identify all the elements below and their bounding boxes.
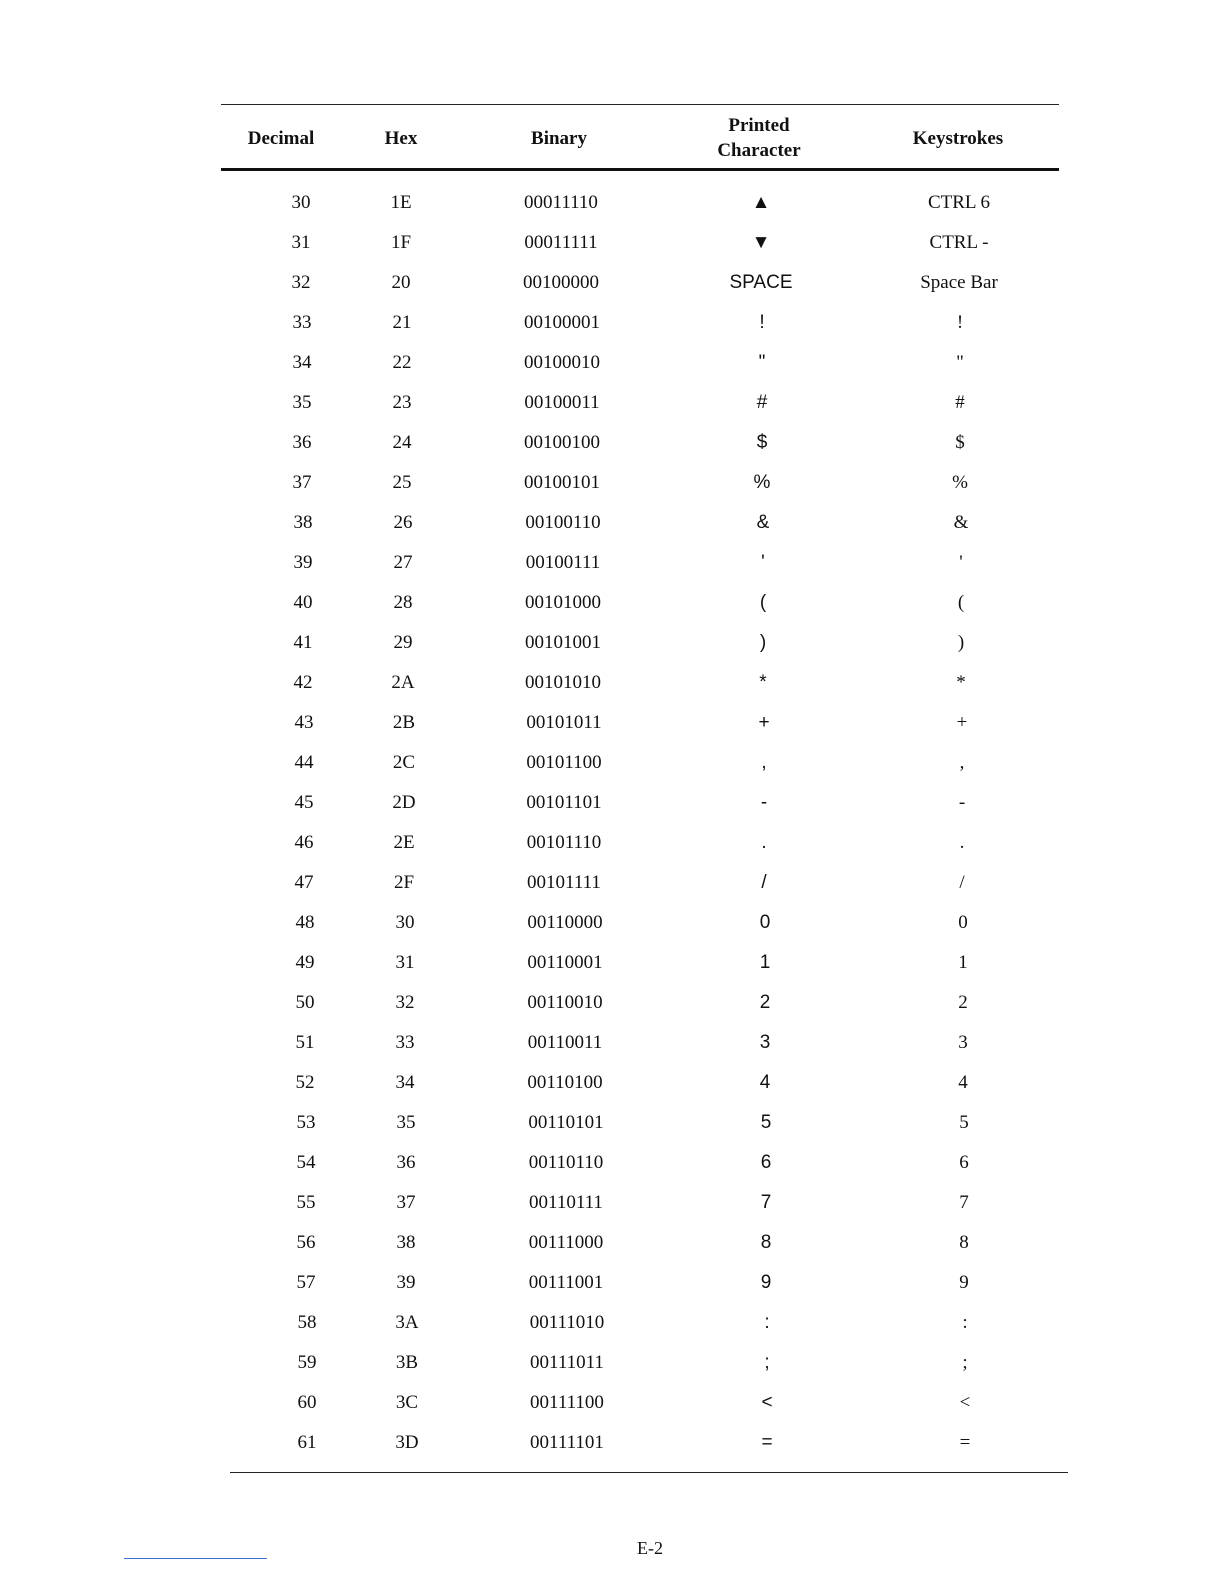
decimal-cell: 35 bbox=[292, 392, 312, 413]
table-row bbox=[221, 943, 1059, 983]
keystrokes-cell: CTRL 6 bbox=[927, 192, 991, 213]
table-row bbox=[221, 1343, 1059, 1383]
table-row bbox=[221, 1423, 1059, 1463]
hex-cell: 36 bbox=[396, 1152, 416, 1173]
keystrokes-cell: " bbox=[956, 352, 964, 373]
keystrokes-cell: = bbox=[959, 1432, 971, 1453]
binary-cell: 00111100 bbox=[530, 1392, 604, 1413]
decimal-cell: 34 bbox=[292, 352, 312, 373]
hex-cell: 37 bbox=[396, 1192, 416, 1213]
keystrokes-cell: ; bbox=[962, 1352, 968, 1373]
keystrokes-cell: 5 bbox=[959, 1112, 969, 1133]
hex-cell: 3C bbox=[395, 1392, 419, 1413]
binary-cell: 00100101 bbox=[524, 472, 600, 493]
printed-character-cell: ' bbox=[761, 552, 765, 573]
printed-character-cell: 7 bbox=[760, 1192, 772, 1213]
decimal-cell: 36 bbox=[292, 432, 312, 453]
table-row bbox=[221, 1223, 1059, 1263]
table-row bbox=[221, 543, 1059, 583]
binary-cell: 00101001 bbox=[525, 632, 601, 653]
keystrokes-cell: : bbox=[962, 1312, 968, 1333]
keystrokes-cell: CTRL - bbox=[929, 232, 989, 253]
printed-character-cell: % bbox=[753, 472, 771, 493]
table-header bbox=[221, 110, 1059, 166]
table-top-rule bbox=[221, 104, 1059, 105]
binary-cell: 00110100 bbox=[527, 1072, 603, 1093]
keystrokes-cell: + bbox=[956, 712, 968, 733]
keystrokes-cell: < bbox=[959, 1392, 971, 1413]
printed-character-cell: ( bbox=[759, 592, 767, 613]
decimal-cell: 42 bbox=[293, 672, 313, 693]
binary-cell: 00101010 bbox=[525, 672, 601, 693]
decimal-cell: 50 bbox=[295, 992, 315, 1013]
printed-character-cell: # bbox=[756, 392, 768, 413]
binary-cell: 00101000 bbox=[525, 592, 601, 613]
table-row bbox=[221, 1023, 1059, 1063]
hex-cell: 2F bbox=[393, 872, 415, 893]
printed-character-cell: & bbox=[756, 512, 770, 533]
binary-cell: 00011110 bbox=[524, 192, 598, 213]
table-header-rule bbox=[221, 168, 1059, 171]
decimal-cell: 31 bbox=[291, 232, 311, 253]
hex-cell: 27 bbox=[393, 552, 413, 573]
decimal-cell: 37 bbox=[292, 472, 312, 493]
keystrokes-cell: ( bbox=[957, 592, 965, 613]
hex-cell: 26 bbox=[393, 512, 413, 533]
hex-cell: 32 bbox=[395, 992, 415, 1013]
table-row bbox=[221, 223, 1059, 263]
hex-cell: 1F bbox=[390, 232, 412, 253]
binary-cell: 00011111 bbox=[524, 232, 598, 253]
printed-character-cell: < bbox=[761, 1392, 773, 1413]
binary-cell: 00110000 bbox=[527, 912, 603, 933]
hex-cell: 34 bbox=[395, 1072, 415, 1093]
printed-character-cell: ) bbox=[759, 632, 767, 653]
binary-cell: 00100000 bbox=[523, 272, 599, 293]
decimal-cell: 52 bbox=[295, 1072, 315, 1093]
hex-cell: 39 bbox=[396, 1272, 416, 1293]
binary-cell: 00111101 bbox=[530, 1432, 604, 1453]
hex-cell: 2D bbox=[392, 792, 416, 813]
table-row bbox=[221, 743, 1059, 783]
binary-cell: 00101101 bbox=[526, 792, 602, 813]
printed-character-cell: * bbox=[759, 672, 767, 693]
decimal-cell: 30 bbox=[291, 192, 311, 213]
keystrokes-cell: ' bbox=[959, 552, 963, 573]
printed-character-cell: ▲ bbox=[751, 192, 771, 213]
decimal-cell: 60 bbox=[297, 1392, 317, 1413]
binary-cell: 00100001 bbox=[524, 312, 600, 333]
decimal-cell: 47 bbox=[294, 872, 314, 893]
table-row bbox=[221, 903, 1059, 943]
binary-cell: 00110011 bbox=[527, 1032, 603, 1053]
table-row bbox=[221, 1383, 1059, 1423]
hex-cell: 3B bbox=[395, 1352, 419, 1373]
binary-cell: 00110111 bbox=[529, 1192, 603, 1213]
binary-cell: 00111000 bbox=[528, 1232, 604, 1253]
printed-character-cell: $ bbox=[756, 432, 768, 453]
table-row bbox=[221, 343, 1059, 383]
binary-cell: 00100110 bbox=[525, 512, 601, 533]
header-printed-line1: Printed bbox=[728, 115, 790, 136]
keystrokes-cell: 6 bbox=[959, 1152, 969, 1173]
table-row bbox=[221, 503, 1059, 543]
table-row bbox=[221, 263, 1059, 303]
keystrokes-cell: & bbox=[953, 512, 969, 533]
table-row bbox=[221, 1143, 1059, 1183]
decimal-cell: 45 bbox=[294, 792, 314, 813]
table-row bbox=[221, 463, 1059, 503]
printed-character-cell: 5 bbox=[760, 1112, 772, 1133]
header-printed-character bbox=[699, 110, 819, 166]
binary-cell: 00101111 bbox=[527, 872, 601, 893]
binary-cell: 00100100 bbox=[524, 432, 600, 453]
printed-character-cell: ; bbox=[764, 1352, 770, 1373]
table-row bbox=[221, 303, 1059, 343]
keystrokes-cell: ! bbox=[956, 312, 964, 333]
hex-cell: 29 bbox=[393, 632, 413, 653]
keystrokes-cell: ) bbox=[957, 632, 965, 653]
hex-cell: 23 bbox=[392, 392, 412, 413]
hex-cell: 2A bbox=[391, 672, 415, 693]
footer-link-underline bbox=[124, 1558, 267, 1559]
table-row bbox=[221, 423, 1059, 463]
hex-cell: 22 bbox=[392, 352, 412, 373]
printed-character-cell: = bbox=[761, 1432, 773, 1453]
printed-character-cell: 1 bbox=[759, 952, 771, 973]
decimal-cell: 55 bbox=[296, 1192, 316, 1213]
binary-cell: 00110101 bbox=[528, 1112, 604, 1133]
printed-character-cell: + bbox=[758, 712, 770, 733]
printed-character-cell: , bbox=[761, 752, 767, 773]
keystrokes-cell: 9 bbox=[959, 1272, 969, 1293]
table-row bbox=[221, 623, 1059, 663]
decimal-cell: 49 bbox=[295, 952, 315, 973]
table-row bbox=[221, 863, 1059, 903]
hex-cell: 25 bbox=[392, 472, 412, 493]
decimal-cell: 57 bbox=[296, 1272, 316, 1293]
binary-cell: 00111010 bbox=[529, 1312, 605, 1333]
keystrokes-cell: , bbox=[959, 752, 965, 773]
hex-cell: 38 bbox=[396, 1232, 416, 1253]
printed-character-cell: 0 bbox=[759, 912, 771, 933]
header-printed-line2: Character bbox=[717, 140, 801, 161]
table-row bbox=[221, 383, 1059, 423]
hex-cell: 2B bbox=[392, 712, 416, 733]
printed-character-cell: SPACE bbox=[729, 272, 793, 293]
hex-cell: 24 bbox=[392, 432, 412, 453]
header-decimal: Decimal bbox=[247, 127, 315, 149]
keystrokes-cell: $ bbox=[955, 432, 965, 453]
header-binary: Binary bbox=[531, 127, 587, 149]
decimal-cell: 43 bbox=[294, 712, 314, 733]
table-row bbox=[221, 703, 1059, 743]
decimal-cell: 46 bbox=[294, 832, 314, 853]
decimal-cell: 54 bbox=[296, 1152, 316, 1173]
keystrokes-cell: 3 bbox=[958, 1032, 968, 1053]
printed-character-cell: 9 bbox=[760, 1272, 772, 1293]
binary-cell: 00110110 bbox=[528, 1152, 604, 1173]
hex-cell: 30 bbox=[395, 912, 415, 933]
decimal-cell: 58 bbox=[297, 1312, 317, 1333]
table-row bbox=[221, 1263, 1059, 1303]
decimal-cell: 41 bbox=[293, 632, 313, 653]
keystrokes-cell: 0 bbox=[958, 912, 968, 933]
header-hex: Hex bbox=[384, 127, 418, 149]
keystrokes-cell: # bbox=[955, 392, 965, 413]
keystrokes-cell: 4 bbox=[958, 1072, 968, 1093]
hex-cell: 28 bbox=[393, 592, 413, 613]
page-number: E-2 bbox=[637, 1538, 663, 1558]
binary-cell: 00100111 bbox=[525, 552, 601, 573]
keystrokes-cell: 8 bbox=[959, 1232, 969, 1253]
printed-character-cell: 2 bbox=[759, 992, 771, 1013]
table-row bbox=[221, 983, 1059, 1023]
printed-character-cell: 4 bbox=[759, 1072, 771, 1093]
table-row bbox=[221, 583, 1059, 623]
table-row bbox=[221, 1063, 1059, 1103]
table-row bbox=[221, 1183, 1059, 1223]
decimal-cell: 40 bbox=[293, 592, 313, 613]
decimal-cell: 39 bbox=[293, 552, 313, 573]
header-keystrokes: Keystrokes bbox=[912, 127, 1004, 149]
decimal-cell: 51 bbox=[295, 1032, 315, 1053]
keystrokes-cell: % bbox=[952, 472, 968, 493]
printed-character-cell: / bbox=[761, 872, 767, 893]
printed-character-cell: ! bbox=[759, 312, 765, 333]
decimal-cell: 33 bbox=[292, 312, 312, 333]
printed-character-cell: : bbox=[764, 1312, 770, 1333]
keystrokes-cell: . bbox=[959, 832, 965, 853]
binary-cell: 00110001 bbox=[527, 952, 603, 973]
decimal-cell: 56 bbox=[296, 1232, 316, 1253]
decimal-cell: 48 bbox=[295, 912, 315, 933]
binary-cell: 00111001 bbox=[528, 1272, 604, 1293]
table-bottom-rule bbox=[230, 1472, 1068, 1473]
table-row bbox=[221, 1303, 1059, 1343]
decimal-cell: 61 bbox=[297, 1432, 317, 1453]
printed-character-cell: " bbox=[758, 352, 766, 373]
binary-cell: 00110010 bbox=[527, 992, 603, 1013]
keystrokes-cell: 2 bbox=[958, 992, 968, 1013]
hex-cell: 2E bbox=[393, 832, 415, 853]
binary-cell: 00101011 bbox=[526, 712, 602, 733]
printed-character-cell: 6 bbox=[760, 1152, 772, 1173]
hex-cell: 1E bbox=[390, 192, 412, 213]
decimal-cell: 53 bbox=[296, 1112, 316, 1133]
binary-cell: 00101100 bbox=[526, 752, 602, 773]
hex-cell: 3A bbox=[395, 1312, 419, 1333]
keystrokes-cell: - bbox=[958, 792, 966, 813]
decimal-cell: 59 bbox=[297, 1352, 317, 1373]
printed-character-cell: ▼ bbox=[751, 232, 771, 253]
decimal-cell: 38 bbox=[293, 512, 313, 533]
decimal-cell: 32 bbox=[291, 272, 311, 293]
table-row bbox=[221, 823, 1059, 863]
keystrokes-cell: / bbox=[959, 872, 965, 893]
keystrokes-cell: 7 bbox=[959, 1192, 969, 1213]
printed-character-cell: 3 bbox=[759, 1032, 771, 1053]
decimal-cell: 44 bbox=[294, 752, 314, 773]
hex-cell: 33 bbox=[395, 1032, 415, 1053]
keystrokes-cell: Space Bar bbox=[920, 272, 998, 293]
table-row bbox=[221, 1103, 1059, 1143]
hex-cell: 31 bbox=[395, 952, 415, 973]
keystrokes-cell: * bbox=[956, 672, 966, 693]
table-body bbox=[221, 183, 1059, 1463]
binary-cell: 00111011 bbox=[530, 1352, 604, 1373]
printed-character-cell: - bbox=[760, 792, 768, 813]
binary-cell: 00100011 bbox=[524, 392, 600, 413]
printed-character-cell: . bbox=[761, 832, 767, 853]
binary-cell: 00101110 bbox=[526, 832, 602, 853]
binary-cell: 00100010 bbox=[524, 352, 600, 373]
hex-cell: 35 bbox=[396, 1112, 416, 1133]
hex-cell: 3D bbox=[395, 1432, 419, 1453]
hex-cell: 20 bbox=[391, 272, 411, 293]
table-row bbox=[221, 183, 1059, 223]
hex-cell: 21 bbox=[392, 312, 412, 333]
table-row bbox=[221, 783, 1059, 823]
printed-character-cell: 8 bbox=[760, 1232, 772, 1253]
table-row bbox=[221, 663, 1059, 703]
keystrokes-cell: 1 bbox=[958, 952, 968, 973]
hex-cell: 2C bbox=[392, 752, 416, 773]
